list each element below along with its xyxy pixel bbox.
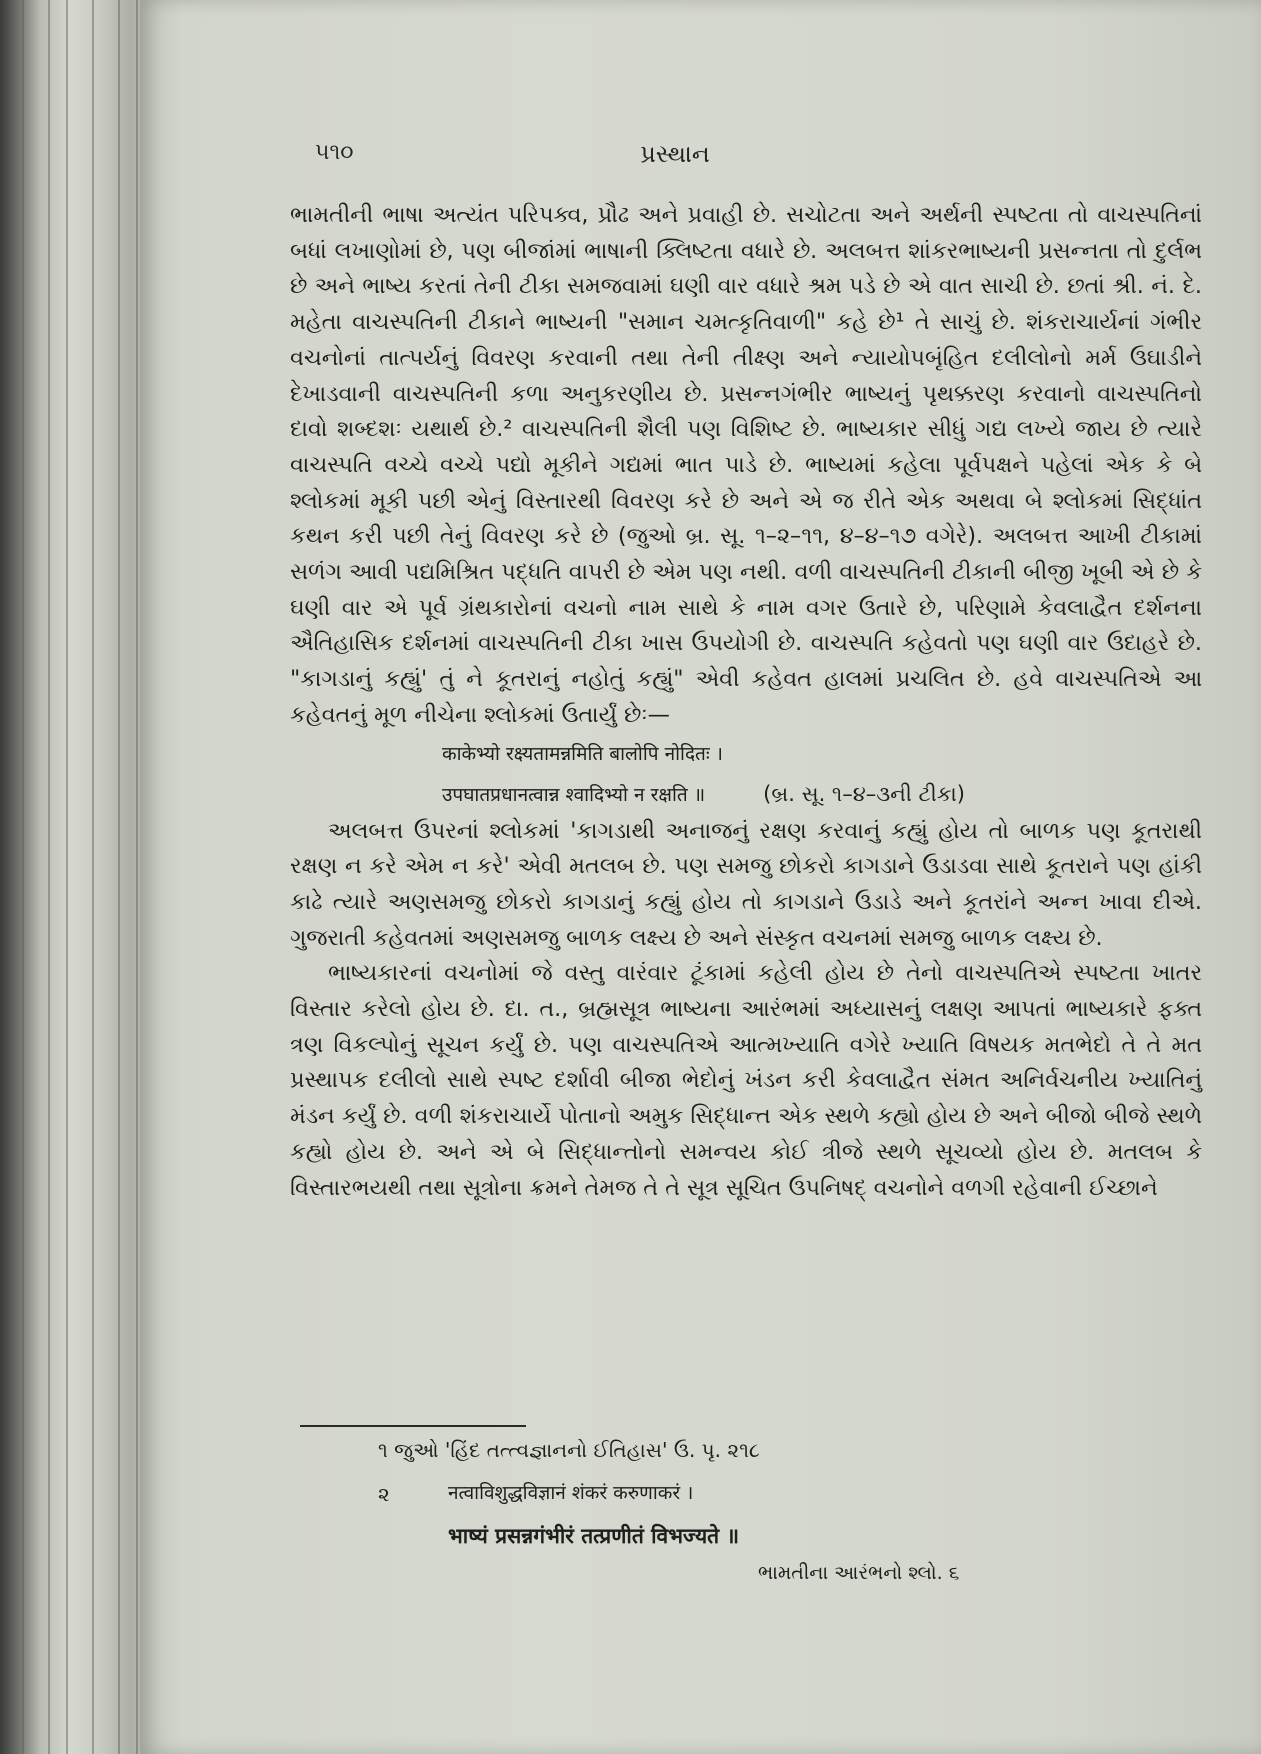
- paragraph-1: ભામતીની ભાષા અત્યંત પરિપક્વ, પ્રૌઢ અને પ્રવાહી છે. સચોટતા અને અર્થની સ્પષ્ટતા તો વાચસ્પતિનાં બધાં લખાણોમાં છે, પણ બીજાંમાં ભાષાની ક્લિષ્ટતા વધારે છે. અલબત્ત શાંકરભાષ્યની પ્રસન્નતા તો દુર્લભ છે અને ભાષ્ય કરતાં તેની ટીકા સમજવામાં ઘણી વાર વધારે શ્રમ પડે છે એ વાત સાચી છે. છતાં શ્રી. નં. દે. મહેતા વાચસ્પતિની ટીકાને ભાષ્યની "સમાન ચમત્કૃતિવાળી" કહે છે¹ તે સાચું છે. શંકરાચાર્યનાં ગંભીર વચનોનાં તાત્પર્યનું વિવરણ કરવાની તથા તેની તીક્ષ્ણ અને ન્યાયોપબૃંહિત દલીલોનો મર્મ ઉઘાડીને દેખાડવાની વાચસ્પતિની કળા અનુકરણીય છે. પ્રસન્નગંભીર ભાષ્યનું પૃથક્કરણ કરવાનો વાચસ્પતિનો દાવો શબ્દશઃ યથાર્થ છે.² વાચસ્પતિની શૈલી પણ વિશિષ્ટ છે. ભાષ્યકાર સીધું ગદ્ય લખ્યે જાય છે ત્યારે વાચસ્પતિ વચ્ચે વચ્ચે પદ્યો મૂકીને ગદ્યમાં ભાત પાડે છે. ભાષ્યમાં કહેલા પૂર્વપક્ષને પહેલાં એક કે બે શ્લોકમાં મૂકી પછી એનું વિસ્તારથી વિવરણ કરે છે અને એ જ રીતે એક અથવા બે શ્લોકમાં સિદ્ધાંત કથન કરી પછી તેનું વિવરણ કરે છે (જુઓ બ્ર. સૂ. ૧–૨–૧૧, ૪–૪–૧૭ વગેરે). અલબત્ત આખી ટીકામાં સળંગ આવી પદ્યમિશ્રિત પદ્ધતિ વાપરી છે એમ પણ નથી. વળી વાચસ્પતિની ટીકાની બીજી ખૂબી એ છે કે ઘણી વાર એ પૂર્વ ગ્રંથકારોનાં વચનો નામ સાથે કે નામ વગર ઉતારે છે, પરિણામે કેવલાદ્વૈત દર્શનના ઐતિહાસિક દર્શનમાં વાચસ્પતિની ટીકા ખાસ ઉપયોગી છે. વાચસ્પતિ કહેવતો પણ ઘણી વાર ઉદાહરે છે. "કાગડાનું કહ્યું' તું ને કૂતરાનું નહોતું કહ્યું" એવી કહેવત હાલમાં પ્રચલિત છે. હવે વાચસ્પતિએ આ કહેવતનું મૂળ નીચેના શ્લોકમાં ઉતાર્યું છેઃ—: [290, 202, 1202, 728]
- page-edge-line: [118, 0, 120, 1754]
- footnote-2-source: ભામતીના આરંભનો શ્લો. ૬: [758, 1562, 960, 1584]
- running-title: પ્રસ્થાન: [640, 140, 710, 168]
- verse-line-2: [290, 774, 1202, 814]
- paragraph-2: અલબત્ત ઉપરનાં શ્લોકમાં 'કાગડાથી અનાજનું રક્ષણ કરવાનું કહ્યું હોય તો બાળક પણ કૂતરાથી રક્ષણ ન કરે એમ ન કરે' એવી મતલબ છે. પણ સમજુ છોકરો કાગડાને ઉડાડવા સાથે કૂતરાને પણ હાંકી કાઢે ત્યારે અણસમજુ છોકરો કાગડાનું કહ્યું હોય તો કાગડાને ઉડાડે અને કૂતરાંને અન્ન ખાવા દીએ. ગુજરાતી કહેવતમાં અણસમજુ બાળક લક્ષ્ય છે અને સંસ્કૃત વચનમાં સમજુ બાળક લક્ષ્ય છે.: [290, 817, 1202, 951]
- sanskrit-verse: [290, 734, 1202, 814]
- page-edge-line: [66, 0, 68, 1754]
- footnote-2-verse-line-1: नत्वाविशुद्धविज्ञानं शंकरं करुणाकरं ।: [448, 1482, 694, 1504]
- footnote-rule: [300, 1425, 526, 1427]
- page-edge-line: [48, 0, 50, 1754]
- page-edge-line: [136, 0, 138, 1754]
- page-edge-line: [22, 0, 24, 1754]
- main-text: [290, 198, 1202, 1206]
- footnote-2-number: ૨: [378, 1482, 390, 1506]
- verse-reference: (બ્ર. સૂ. ૧–૪–૩ની ટીકા): [763, 781, 965, 806]
- page-header: [315, 140, 1215, 176]
- page-edge-line: [92, 0, 94, 1754]
- page-number: ૫૧૦: [315, 140, 354, 165]
- book-page-stack: [0, 0, 150, 1754]
- paragraph-3: ભાષ્યકારનાં વચનોમાં જે વસ્તુ વારંવાર ટૂંકામાં કહેલી હોય છે તેનો વાચસ્પતિએ સ્પષ્ટતા ખાતર વિસ્તાર કરેલો હોય છે. દા. ત., બ્રહ્મસૂત્ર ભાષ્યના આરંભમાં અધ્યાસનું લક્ષણ આપતાં ભાષ્યકારે ફક્ત ત્રણ વિકલ્પોનું સૂચન કર્યું છે. પણ વાચસ્પતિએ આત્મખ્યાતિ વગેરે ખ્યાતિ વિષયક મતભેદો તે તે મત પ્રસ્થાપક દલીલો સાથે સ્પષ્ટ દર્શાવી બીજા ભેદોનું ખંડન કરી કેવલાદ્વૈત સંમત અનિર્વચનીય ખ્યાતિનું મંડન કર્યું છે. વળી શંકરાચાર્યે પોતાનો અમુક સિદ્ધાન્ત એક સ્થળે કહ્યો હોય છે અને બીજો બીજે સ્થળે કહ્યો હોય છે. અને એ બે સિદ્ધાન્તોનો સમન્વય કોઈ ત્રીજે સ્થળે સૂચવ્યો હોય છે. મતલબ કે વિસ્તારભયથી તથા સૂત્રોના ક્રમને તેમજ તે તે સૂત્ર સૂચિત ઉપનિષદ્ વચનોને વળગી રહેવાની ઈચ્છાને: [290, 960, 1202, 1201]
- verse-line-1: काकेभ्यो रक्ष्यतामन्नमिति बालोपि नोदितः ।: [442, 742, 723, 765]
- footnote-1: ૧ જુઓ 'હિંદ તત્ત્વજ્ઞાનનો ઈતિહાસ' ઉ. પૃ. ૨૧૮: [378, 1438, 760, 1462]
- verse-line-2-text: उपघातप्रधानत्वान्न श्वादिभ्यो न रक्षति ॥: [442, 783, 706, 806]
- footnote-2-verse-line-2: भाष्यं प्रसन्नगंभीरं तत्प्रणीतं विभज्यते ॥: [448, 1523, 740, 1548]
